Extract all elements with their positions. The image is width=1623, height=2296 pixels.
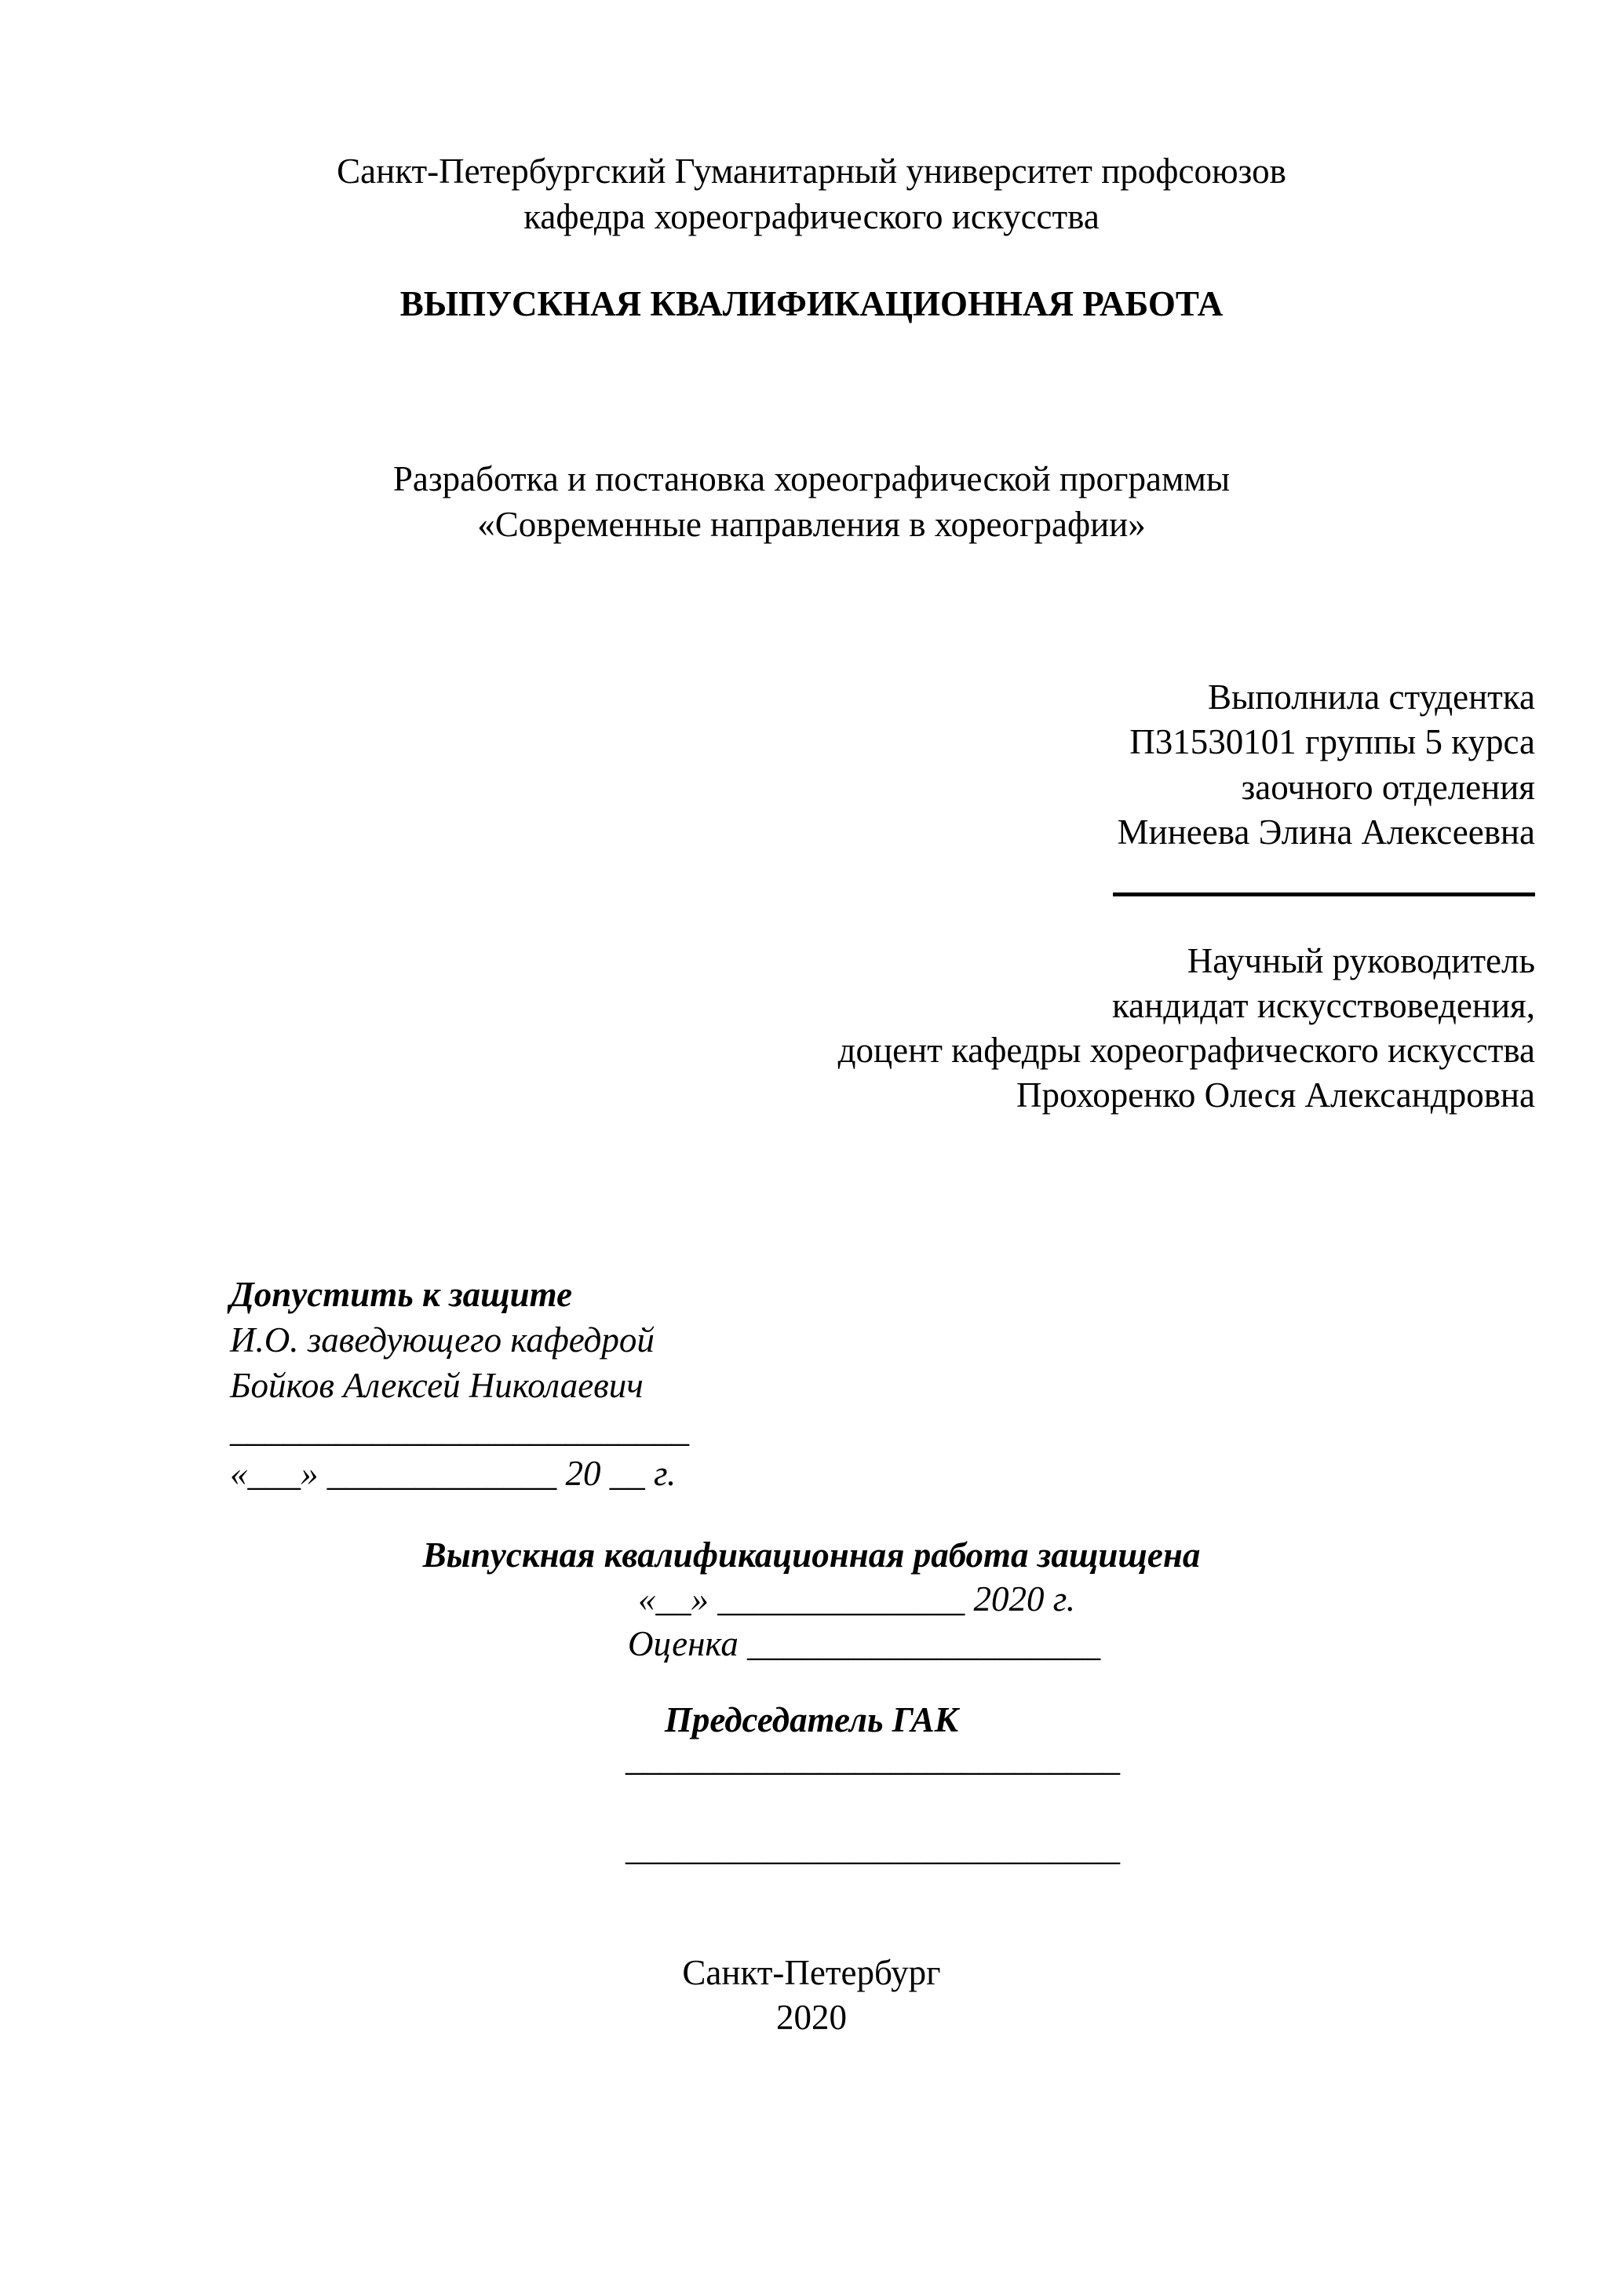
supervisor-label: Научный руководитель [1187,941,1535,980]
student-label: Выполнила студентка [1207,677,1535,717]
supervisor-degree: кандидат искусствоведения, [1111,986,1535,1025]
admission-date: «___» _____________ 20 __ г. [230,1454,677,1493]
student-department: заочного отделения [1241,768,1535,807]
topic-line-2: «Современные направления в хореографии» [477,505,1146,544]
admission-signature-line: __________________________ [230,1410,689,1449]
supervisor-name: Прохоренко Олеся Александровна [1016,1075,1535,1115]
student-signature-line [1113,892,1535,896]
chair-title: Председатель ГАК [664,1700,959,1739]
student-name: Минеева Элина Алексеевна [1117,812,1535,852]
year: 2020 [776,1998,847,2037]
admission-role: И.О. заведующего кафедрой [230,1320,655,1360]
defense-grade: Оценка ____________________ [628,1624,1101,1663]
document-type: ВЫПУСКНАЯ КВАЛИФИКАЦИОННАЯ РАБОТА [399,284,1224,323]
admission-title: Допустить к защите [230,1275,573,1314]
university-name: Санкт-Петербургский Гуманитарный университет профсоюзов [337,151,1286,191]
defense-date: «__» ______________ 2020 г. [638,1579,1075,1619]
chair-signature-line-1: ____________________________ [625,1739,1120,1778]
chair-signature-line-2: ____________________________ [625,1828,1120,1867]
department-name: кафедра хореографического искусства [523,197,1100,236]
supervisor-position: доцент кафедры хореографического искусства [837,1031,1535,1070]
topic-line-1: Разработка и постановка хореографической программы [392,459,1231,498]
defense-title: Выпускная квалификационная работа защищена [422,1535,1201,1575]
admission-name: Бойков Алексей Николаевич [230,1366,644,1405]
student-group: П31530101 группы 5 курса [1129,722,1535,761]
city: Санкт-Петербург [682,1953,941,1992]
